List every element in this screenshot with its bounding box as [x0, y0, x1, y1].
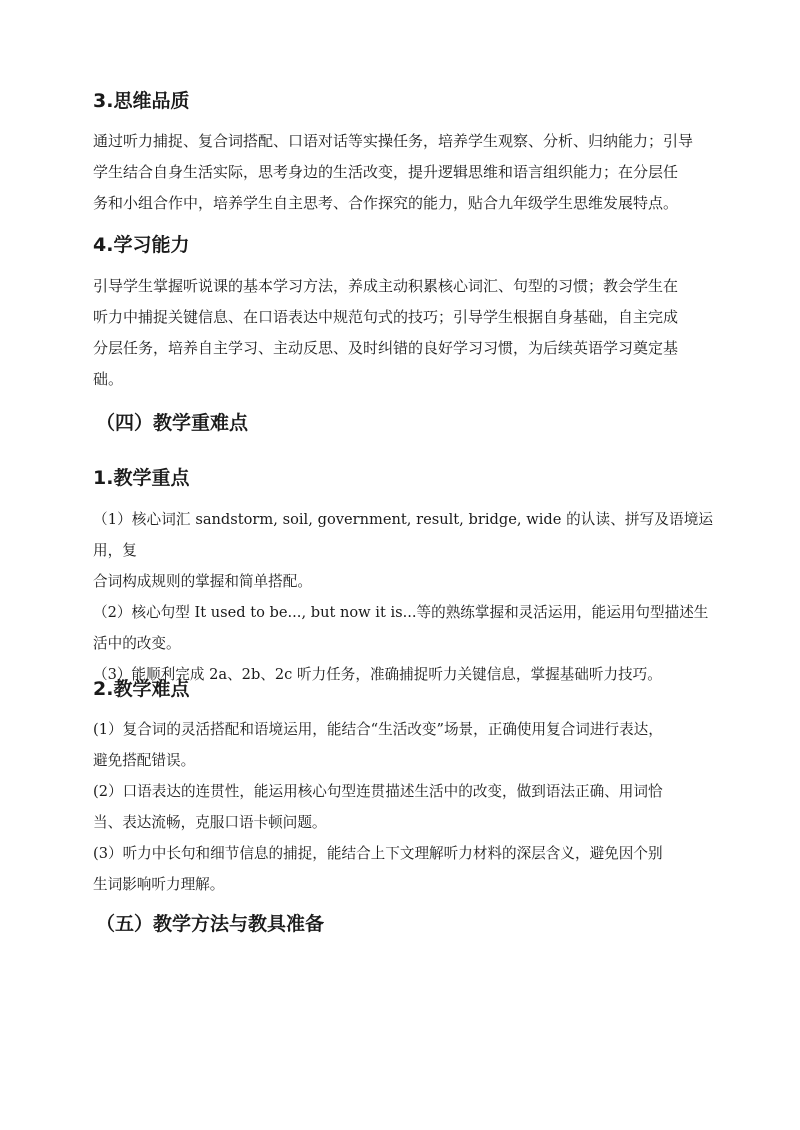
- text-line: 避免搭配错误。: [93, 752, 196, 769]
- heading-learning-ability: 4.学习能力: [93, 234, 190, 256]
- text-line: (1）复合词的灵活搭配和语境运用，能结合“生活改变”场景，正确使用复合词进行表达，: [93, 721, 663, 738]
- text-line: 通过听力捕捉、复合词搭配、口语对话等实操任务，培养学生观察、分析、归纳能力；引导: [93, 132, 694, 150]
- paragraph-learning-ability: [93, 271, 713, 395]
- heading-thinking-quality: 3.思维品质: [93, 90, 190, 112]
- text-line: 听力中捕捉关键信息、在口语表达中规范句式的技巧；引导学生根据自身基础，自主完成: [93, 308, 679, 326]
- paragraph-thinking-quality: [93, 126, 713, 219]
- heading-section-five: （五）教学方法与教具准备: [96, 913, 325, 935]
- paragraph-difficult-points: [93, 714, 713, 900]
- text-line: （1）核心词汇 sandstorm, soil, government, result, bridge, wide 的认读、拼写及语境运用，复: [93, 511, 713, 559]
- text-line: 引导学生掌握听说课的基本学习方法，养成主动积累核心词汇、句型的习惯；教会学生在: [93, 277, 679, 295]
- text-line: 合词构成规则的掌握和简单搭配。: [93, 573, 312, 590]
- text-line: 务和小组合作中，培养学生自主思考、合作探究的能力，贴合九年级学生思维发展特点。: [93, 194, 679, 212]
- text-line: （3）能顺利完成 2a、2b、2c 听力任务，准确捕捉听力关键信息，掌握基础听力技巧。: [93, 666, 662, 683]
- heading-section-four: （四）教学重难点: [96, 412, 249, 434]
- text-line: 生词影响听力理解。: [93, 876, 225, 893]
- text-line: 础。: [93, 370, 124, 388]
- paragraph-key-points: [93, 504, 713, 690]
- text-line: （2）核心句型 It used to be..., but now it is...等的熟练掌握和灵活运用，能运用句型描述生: [93, 604, 709, 621]
- text-line: 分层任务，培养自主学习、主动反思、及时纠错的良好学习习惯，为后续英语学习奠定基: [93, 339, 679, 357]
- text-line: 学生结合自身生活实际，思考身边的生活改变，提升逻辑思维和语言组织能力；在分层任: [93, 163, 679, 181]
- text-line: (2）口语表达的连贯性，能运用核心句型连贯描述生活中的改变，做到语法正确、用词恰: [93, 783, 663, 800]
- text-line: (3）听力中长句和细节信息的捕捉，能结合上下文理解听力材料的深层含义，避免因个别: [93, 845, 663, 862]
- text-line: 当、表达流畅，克服口语卡顿问题。: [93, 814, 327, 831]
- heading-key-points: 1.教学重点: [93, 467, 190, 489]
- text-line: 活中的改变。: [93, 635, 181, 652]
- heading-difficult-points: 2.教学难点: [93, 678, 190, 700]
